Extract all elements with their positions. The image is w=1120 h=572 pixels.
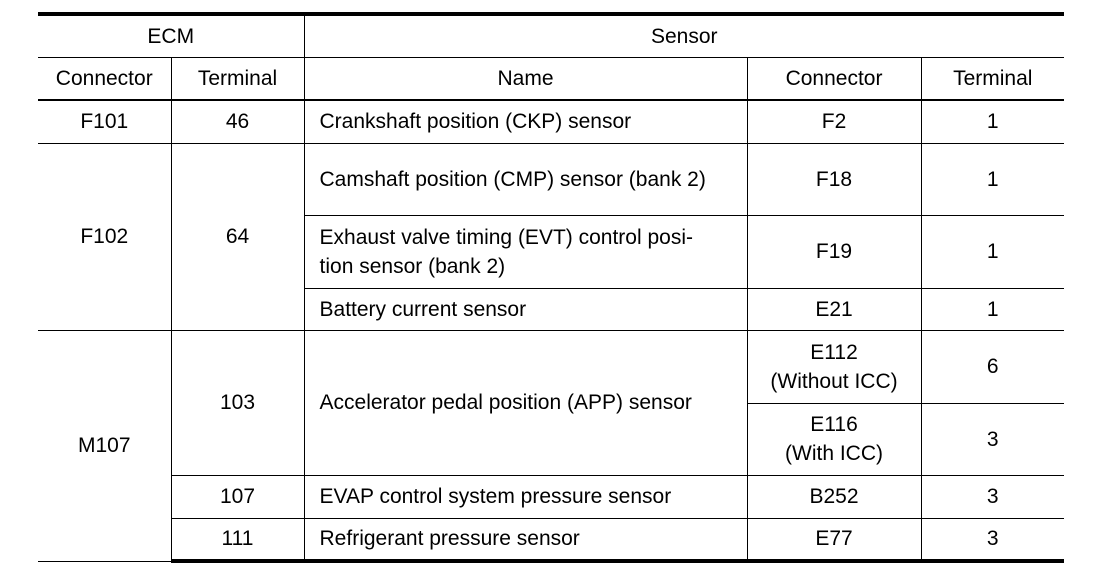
header-row-group xyxy=(38,14,1064,57)
header-row-columns xyxy=(38,57,1064,100)
sensor-name-line: Exhaust valve timing (EVT) control posi- xyxy=(319,225,693,249)
sensor-terminal-cell: 6 xyxy=(921,330,1064,403)
ecm-terminal-cell: 46 xyxy=(171,100,304,143)
sensor-terminal-cell: 3 xyxy=(921,475,1064,518)
sensor-connector-cell xyxy=(747,330,921,403)
sensor-name-cell: EVAP control system pressure sensor xyxy=(304,475,747,518)
header-ecm-terminal: Terminal xyxy=(171,57,304,100)
table-row xyxy=(38,330,1064,403)
sensor-name-line: tion sensor (bank 2) xyxy=(319,254,506,278)
ecm-sensor-table xyxy=(38,12,1064,563)
sensor-connector-cell xyxy=(747,403,921,475)
ecm-terminal-cell: 107 xyxy=(171,475,304,518)
connector-code: E112 xyxy=(810,340,858,364)
connector-note: (With ICC) xyxy=(785,442,884,465)
ecm-connector-cell: F101 xyxy=(38,100,171,143)
header-sensor-connector: Connector xyxy=(747,57,921,100)
sensor-name-cell: Crankshaft position (CKP) sensor xyxy=(304,100,747,143)
sensor-connector-cell: F19 xyxy=(747,215,921,288)
header-sensor: Sensor xyxy=(304,14,1064,57)
sensor-connector-cell: B252 xyxy=(747,475,921,518)
sensor-name-cell: Battery current sensor xyxy=(304,288,747,330)
sensor-terminal-cell: 1 xyxy=(921,215,1064,288)
table-row xyxy=(38,518,1064,561)
sensor-terminal-cell: 3 xyxy=(921,518,1064,561)
ecm-terminal-cell: 64 xyxy=(171,143,304,330)
sensor-connector-cell: E77 xyxy=(747,518,921,561)
header-sensor-name: Name xyxy=(304,57,747,100)
table-row xyxy=(38,143,1064,215)
sensor-terminal-cell: 1 xyxy=(921,143,1064,215)
connector-code: E116 xyxy=(810,413,858,436)
sensor-connector-cell: E21 xyxy=(747,288,921,330)
sensor-name-cell: Refrigerant pressure sensor xyxy=(304,518,747,561)
ecm-terminal-cell: 103 xyxy=(171,330,304,475)
header-sensor-terminal: Terminal xyxy=(921,57,1064,100)
ecm-terminal-cell: 111 xyxy=(171,518,304,561)
header-ecm: ECM xyxy=(38,14,304,57)
sensor-name-cell: Accelerator pedal position (APP) sensor xyxy=(304,330,747,475)
connector-note: (Without ICC) xyxy=(770,369,898,393)
table-row xyxy=(38,100,1064,143)
sensor-name-cell xyxy=(304,215,747,288)
sensor-terminal-cell: 1 xyxy=(921,100,1064,143)
sensor-name-cell: Camshaft position (CMP) sensor (bank 2) xyxy=(304,143,747,215)
ecm-connector-cell: F102 xyxy=(38,143,171,330)
sensor-terminal-cell: 1 xyxy=(921,288,1064,330)
table-row xyxy=(38,475,1064,518)
header-ecm-connector: Connector xyxy=(38,57,171,100)
ecm-connector-cell: M107 xyxy=(38,330,171,561)
sensor-connector-cell: F18 xyxy=(747,143,921,215)
sensor-terminal-cell: 3 xyxy=(921,403,1064,475)
sensor-connector-cell: F2 xyxy=(747,100,921,143)
